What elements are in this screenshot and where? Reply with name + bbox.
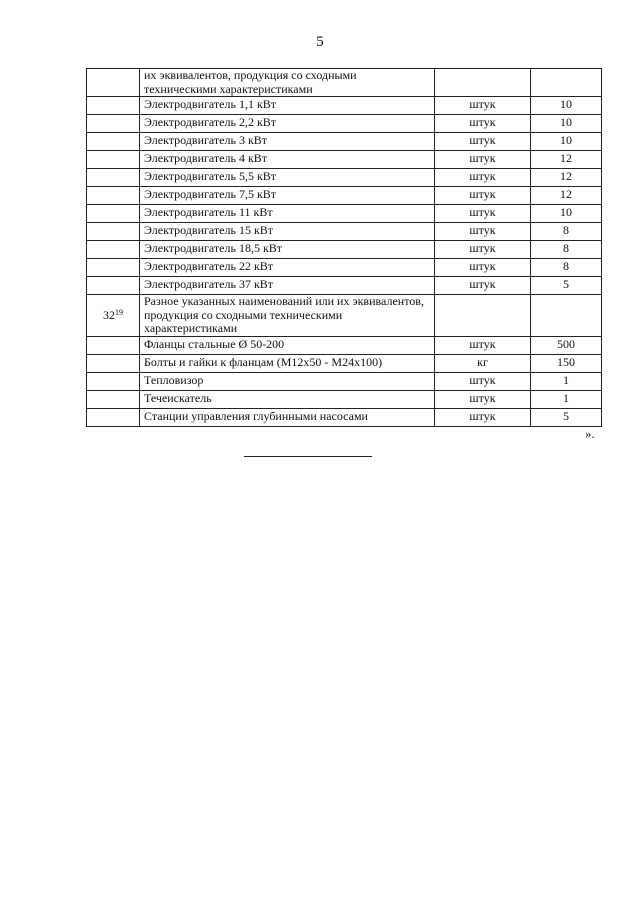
- row-number-cell: [87, 151, 140, 169]
- table-row: [87, 354, 602, 372]
- item-name: Тепловизор: [140, 372, 435, 390]
- item-name: Электродвигатель 4 кВт: [140, 151, 435, 169]
- items-table: [86, 68, 602, 427]
- item-name: Электродвигатель 11 кВт: [140, 205, 435, 223]
- item-quantity: 12: [531, 151, 602, 169]
- row-number-cell: [87, 277, 140, 295]
- item-unit: штук: [435, 151, 531, 169]
- item-quantity: 5: [531, 277, 602, 295]
- row-number-cell: [87, 390, 140, 408]
- item-name: Электродвигатель 18,5 кВт: [140, 241, 435, 259]
- qty-cell: [531, 69, 602, 97]
- table-row: [87, 241, 602, 259]
- item-name: Фланцы стальные Ø 50-200: [140, 336, 435, 354]
- item-unit: штук: [435, 223, 531, 241]
- item-name: Электродвигатель 3 кВт: [140, 133, 435, 151]
- item-quantity: 8: [531, 241, 602, 259]
- table-row: [87, 408, 602, 426]
- row-number-cell: [87, 241, 140, 259]
- row-number-cell: [87, 97, 140, 115]
- row-number-cell: [87, 223, 140, 241]
- group-header-row: [87, 295, 602, 337]
- row-number-cell: [87, 408, 140, 426]
- item-name: Электродвигатель 2,2 кВт: [140, 115, 435, 133]
- item-quantity: 1: [531, 372, 602, 390]
- item-unit: штук: [435, 390, 531, 408]
- group-description: Разное указанных наименований или их эквивалентов, продукция со сходными техническими характеристиками: [140, 295, 435, 337]
- table-row: [87, 223, 602, 241]
- item-quantity: 10: [531, 97, 602, 115]
- item-unit: штук: [435, 241, 531, 259]
- table-row: [87, 205, 602, 223]
- table-row: [87, 97, 602, 115]
- item-name: Электродвигатель 5,5 кВт: [140, 169, 435, 187]
- end-of-document-line: [244, 456, 372, 457]
- table-row: [87, 151, 602, 169]
- table-row: [87, 187, 602, 205]
- item-quantity: 10: [531, 115, 602, 133]
- item-unit: штук: [435, 205, 531, 223]
- row-number-cell: [87, 115, 140, 133]
- item-quantity: 8: [531, 223, 602, 241]
- item-name: Электродвигатель 37 кВт: [140, 277, 435, 295]
- qty-cell: [531, 295, 602, 337]
- item-quantity: 10: [531, 133, 602, 151]
- item-quantity: 8: [531, 259, 602, 277]
- item-name: Электродвигатель 7,5 кВт: [140, 187, 435, 205]
- item-quantity: 10: [531, 205, 602, 223]
- item-name: Болты и гайки к фланцам (М12х50 - М24х100): [140, 354, 435, 372]
- table-row: [87, 133, 602, 151]
- unit-cell: [435, 69, 531, 97]
- item-name: Электродвигатель 1,1 кВт: [140, 97, 435, 115]
- unit-cell: [435, 295, 531, 337]
- item-quantity: 150: [531, 354, 602, 372]
- continuation-row: [87, 69, 602, 97]
- item-unit: штук: [435, 97, 531, 115]
- row-number-cell: [87, 69, 140, 97]
- item-quantity: 12: [531, 187, 602, 205]
- row-number-cell: [87, 187, 140, 205]
- item-quantity: 12: [531, 169, 602, 187]
- table-row: [87, 169, 602, 187]
- group-number-main: 32: [103, 307, 115, 322]
- item-unit: штук: [435, 336, 531, 354]
- continuation-description: их эквивалентов, продукция со сходными техническими характеристиками: [140, 69, 435, 97]
- table-row: [87, 372, 602, 390]
- row-number-cell: [87, 259, 140, 277]
- item-unit: штук: [435, 277, 531, 295]
- item-name: Течеискатель: [140, 390, 435, 408]
- row-number-cell: [87, 336, 140, 354]
- item-unit: штук: [435, 169, 531, 187]
- item-name: Электродвигатель 15 кВт: [140, 223, 435, 241]
- closing-quote-mark: ».: [585, 426, 595, 441]
- item-name: Станции управления глубинными насосами: [140, 408, 435, 426]
- item-unit: штук: [435, 133, 531, 151]
- item-quantity: 500: [531, 336, 602, 354]
- table-row: [87, 277, 602, 295]
- table-row: [87, 259, 602, 277]
- item-quantity: 5: [531, 408, 602, 426]
- table-row: [87, 390, 602, 408]
- item-unit: штук: [435, 259, 531, 277]
- item-unit: штук: [435, 187, 531, 205]
- table-row: [87, 336, 602, 354]
- row-number-cell: [87, 205, 140, 223]
- item-unit: кг: [435, 354, 531, 372]
- item-unit: штук: [435, 372, 531, 390]
- row-number-cell: [87, 169, 140, 187]
- item-unit: штук: [435, 408, 531, 426]
- table-row: [87, 115, 602, 133]
- row-number-cell: [87, 354, 140, 372]
- group-number-superscript: 19: [115, 307, 123, 317]
- group-number: [87, 295, 140, 337]
- item-quantity: 1: [531, 390, 602, 408]
- row-number-cell: [87, 133, 140, 151]
- page-number: 5: [316, 34, 324, 50]
- item-unit: штук: [435, 115, 531, 133]
- item-name: Электродвигатель 22 кВт: [140, 259, 435, 277]
- row-number-cell: [87, 372, 140, 390]
